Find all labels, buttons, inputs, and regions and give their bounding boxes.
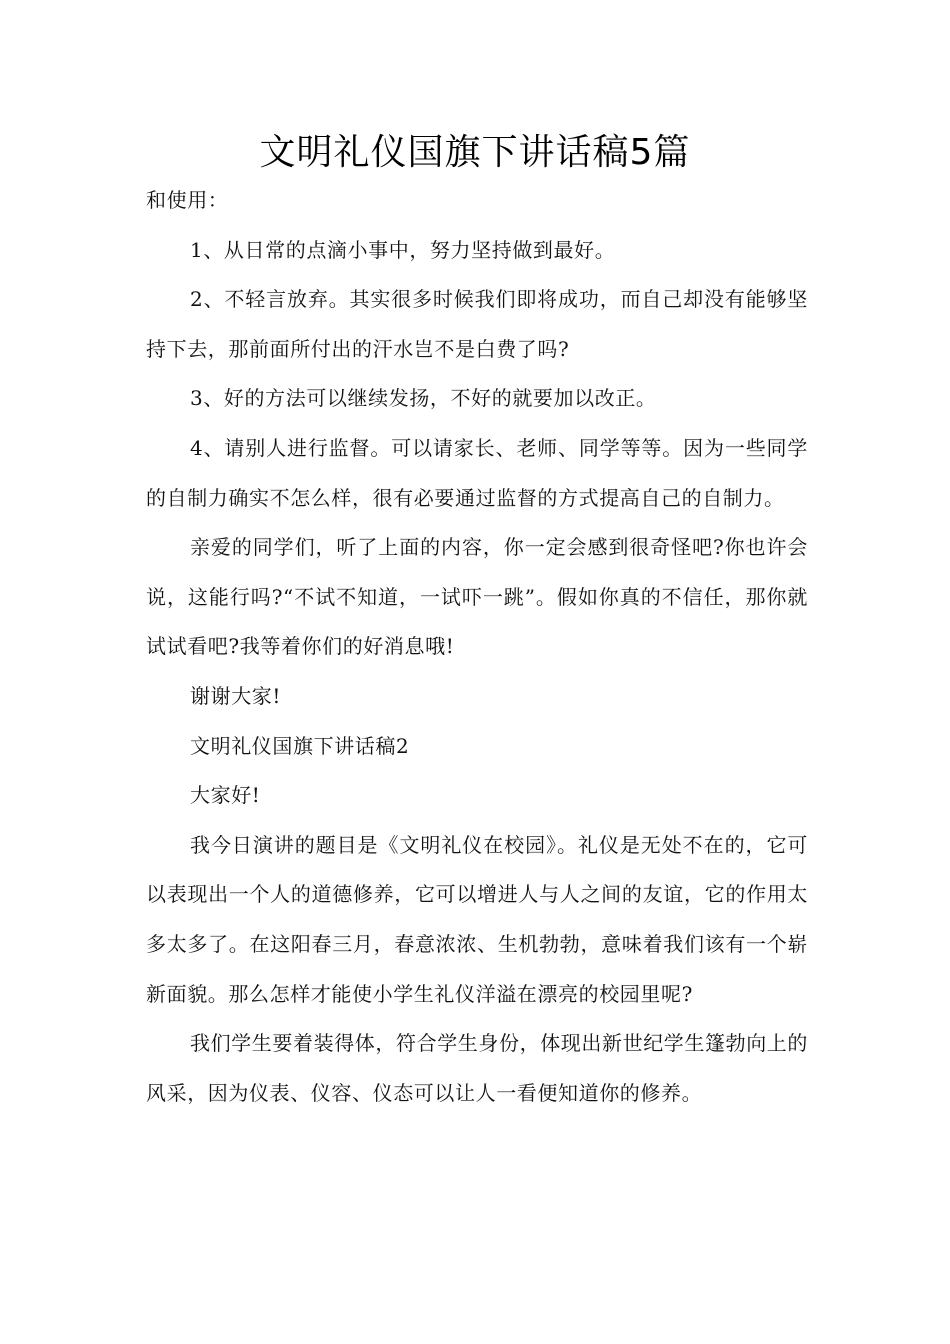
paragraph: 我们学生要着装得体，符合学生身份，体现出新世纪学生篷勃向上的风采，因为仪表、仪容、仪态可以让人一看便知道你的修养。 bbox=[146, 1031, 808, 1105]
section-heading: 文明礼仪国旗下讲话稿2 bbox=[190, 733, 410, 758]
paragraph: 亲爱的同学们，听了上面的内容，你一定会感到很奇怪吧?你也许会说，这能行吗?“不试不知道，一试吓一跳”。假如你真的不信任，那你就试试看吧?我等着你们的好消息哦! bbox=[146, 535, 808, 659]
paragraph: 我今日演讲的题目是《文明礼仪在校园》。礼仪是无处不在的，它可以表现出一个人的道德修养，它可以增进人与人之间的友谊，它的作用太多太多了。在这阳春三月，春意浓浓、生机勃勃，意味着我们该有一个崭新面貌。那么怎样才能使小学生礼仪洋溢在漂亮的校园里呢? bbox=[146, 832, 808, 1006]
paragraph: 3、好的方法可以继续发扬，不好的就要加以改正。 bbox=[190, 386, 657, 411]
paragraph: 谢谢大家! bbox=[190, 683, 282, 708]
paragraph: 1、从日常的点滴小事中，努力坚持做到最好。 bbox=[190, 237, 616, 262]
document-body bbox=[146, 176, 808, 1118]
paragraph: 和使用： bbox=[146, 188, 229, 212]
paragraph: 大家好! bbox=[190, 783, 261, 808]
paragraph: 2、不轻言放弃。其实很多时候我们即将成功，而自己却没有能够坚持下去，那前面所付出的汗水岂不是白费了吗? bbox=[146, 287, 808, 361]
document-title: 文明礼仪国旗下讲话稿5篇 bbox=[259, 132, 691, 173]
paragraph: 4、请别人进行监督。可以请家长、老师、同学等等。因为一些同学的自制力确实不怎么样，很有必要通过监督的方式提高自己的自制力。 bbox=[146, 435, 808, 510]
